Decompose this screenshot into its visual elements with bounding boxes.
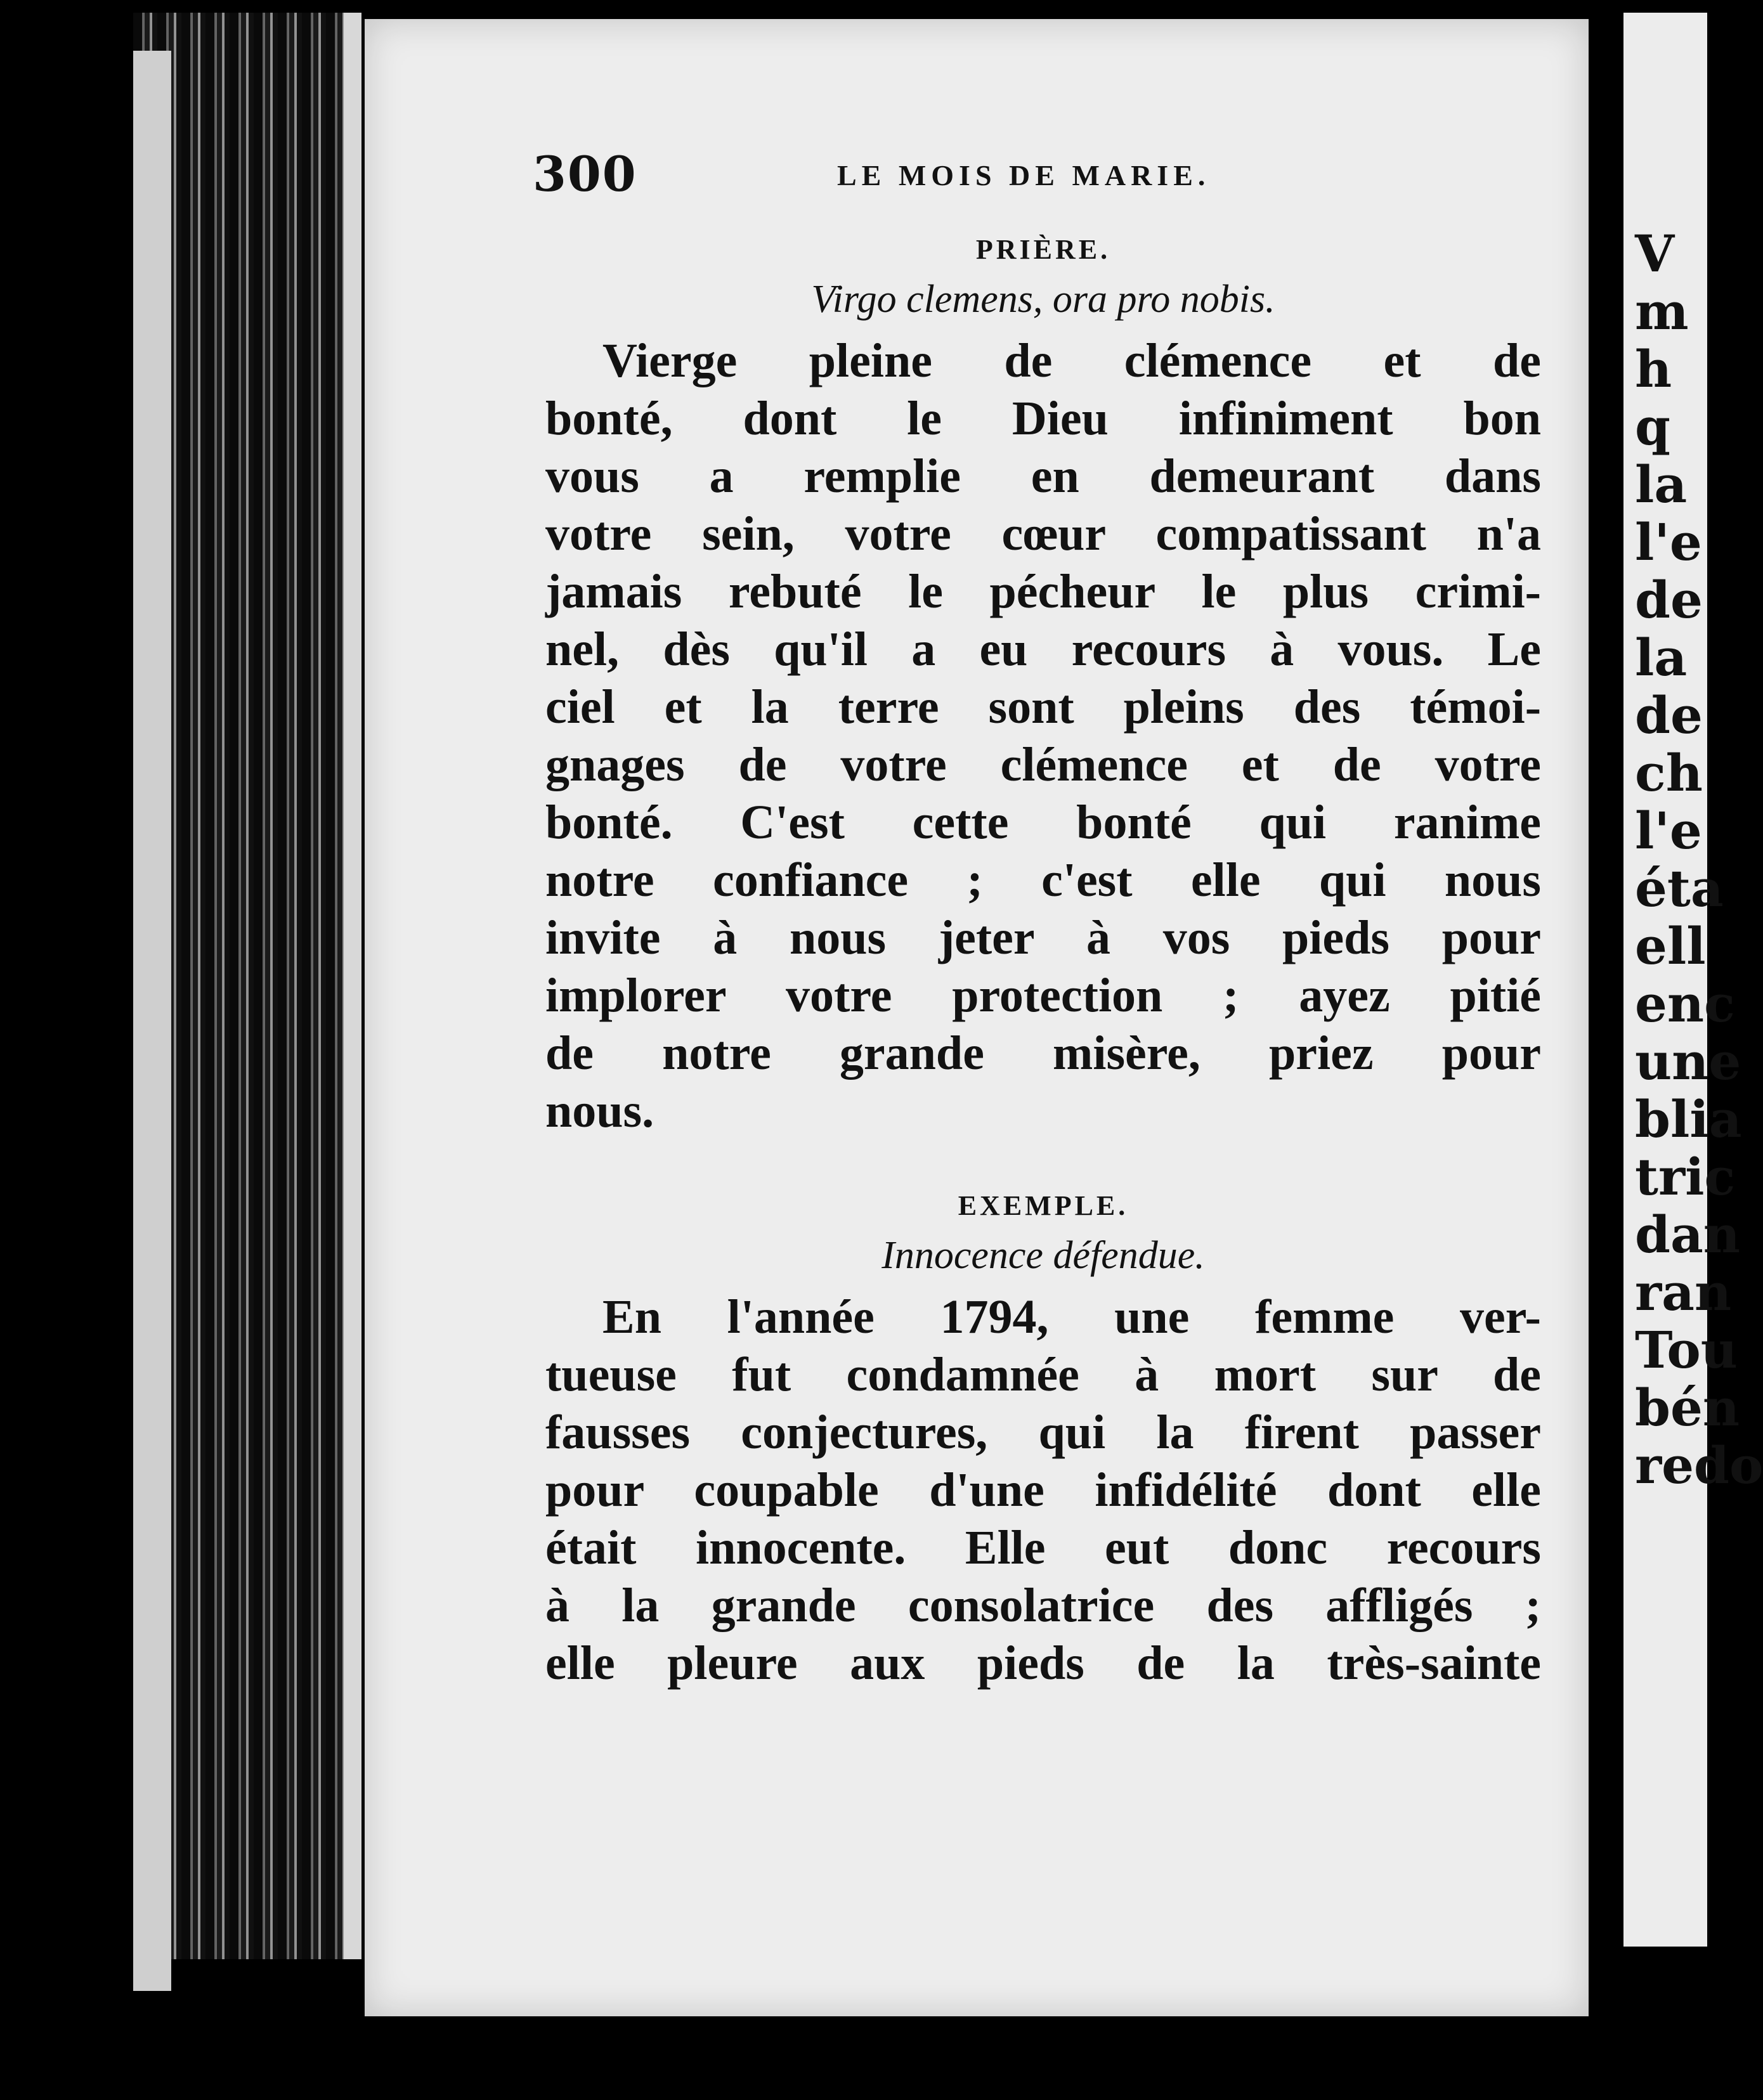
example-line: fausses conjectures, qui la firent passer	[545, 1406, 1541, 1459]
page-header: LE MOIS DE MARIE.	[837, 159, 1211, 191]
example-line: pour coupable d'une infidélité dont elle	[545, 1463, 1541, 1517]
prayer-line: gnages de votre clémence et de votre	[545, 738, 1541, 791]
prayer-line: nous.	[545, 1084, 654, 1138]
facing-page-fragment: tric	[1635, 1147, 1736, 1207]
prayer-line: invite à nous jeter à vos pieds pour	[545, 911, 1541, 964]
prayer-line: bonté. C'est cette bonté qui ranime	[545, 796, 1541, 849]
facing-page-fragment: ran	[1635, 1262, 1732, 1322]
facing-page-fragment: q	[1635, 397, 1670, 457]
facing-page-fragment: une	[1635, 1032, 1741, 1091]
prayer-line: vous a remplie en demeurant dans	[545, 450, 1541, 503]
facing-page-fragment: ch	[1635, 743, 1703, 803]
example-line: était innocente. Elle eut donc recours	[545, 1521, 1541, 1574]
running-head	[533, 146, 1541, 222]
page-number: 300	[533, 146, 637, 202]
example-paragraph	[545, 1288, 1541, 1692]
facing-page-fragment: de	[1635, 570, 1703, 630]
prayer-line: votre sein, votre cœur compatissant n'a	[545, 507, 1541, 561]
facing-page-fragment: bén	[1635, 1378, 1740, 1437]
prayer-heading: PRIÈRE.	[975, 234, 1111, 265]
facing-page-fragment: la	[1635, 455, 1688, 514]
prayer-line: Vierge pleine de clémence et de	[602, 334, 1541, 387]
facing-page-edge	[1623, 13, 1763, 1947]
gutter	[1589, 0, 1623, 2100]
example-subtitle: Innocence défendue.	[882, 1234, 1205, 1277]
prayer-line: nel, dès qu'il a eu recours à vous. Le	[545, 623, 1541, 676]
page-text	[533, 146, 1541, 1692]
prayer-line: de notre grande misère, priez pour	[545, 1027, 1541, 1080]
prayer-line: notre confiance ; c'est elle qui nous	[545, 853, 1541, 907]
section-gap	[545, 1140, 1541, 1178]
facing-page-fragment: de	[1635, 685, 1703, 745]
facing-page-fragment: l'e	[1635, 801, 1702, 860]
facing-page-fragment: éta	[1635, 859, 1724, 918]
prayer-line: implorer votre protection ; ayez pitié	[545, 969, 1541, 1022]
facing-page-fragment: enc	[1635, 974, 1735, 1034]
example-heading: EXEMPLE.	[958, 1190, 1129, 1221]
facing-page-fragment: ell	[1635, 916, 1706, 976]
example-line: à la grande consolatrice des affligés ;	[545, 1579, 1541, 1632]
prayer-subtitle: Virgo clemens, ora pro nobis.	[811, 278, 1275, 321]
facing-page-fragment: blia	[1635, 1089, 1742, 1149]
example-line: En l'année 1794, une femme ver-	[602, 1290, 1541, 1344]
facing-page-fragment: h	[1635, 339, 1672, 399]
prayer-paragraph	[545, 332, 1541, 1140]
prayer-line: ciel et la terre sont pleins des témoi-	[545, 680, 1541, 734]
facing-page-fragment: V	[1635, 224, 1675, 283]
facing-page-fragment: Tou	[1635, 1320, 1738, 1380]
example-line: tueuse fut condamnée à mort sur de	[545, 1348, 1541, 1401]
facing-page-fragment: la	[1635, 628, 1688, 687]
facing-page-fragment: dan	[1635, 1205, 1740, 1264]
prayer-line: bonté, dont le Dieu infiniment bon	[545, 392, 1541, 445]
facing-page-fragment: l'e	[1635, 512, 1702, 572]
example-line: elle pleure aux pieds de la très-sainte	[545, 1637, 1541, 1690]
facing-page-fragment: m	[1635, 282, 1689, 341]
facing-page-fragment: redo	[1635, 1436, 1763, 1495]
prayer-line: jamais rebuté le pécheur le plus crimi-	[545, 565, 1541, 618]
outer-leaf	[133, 51, 171, 1991]
